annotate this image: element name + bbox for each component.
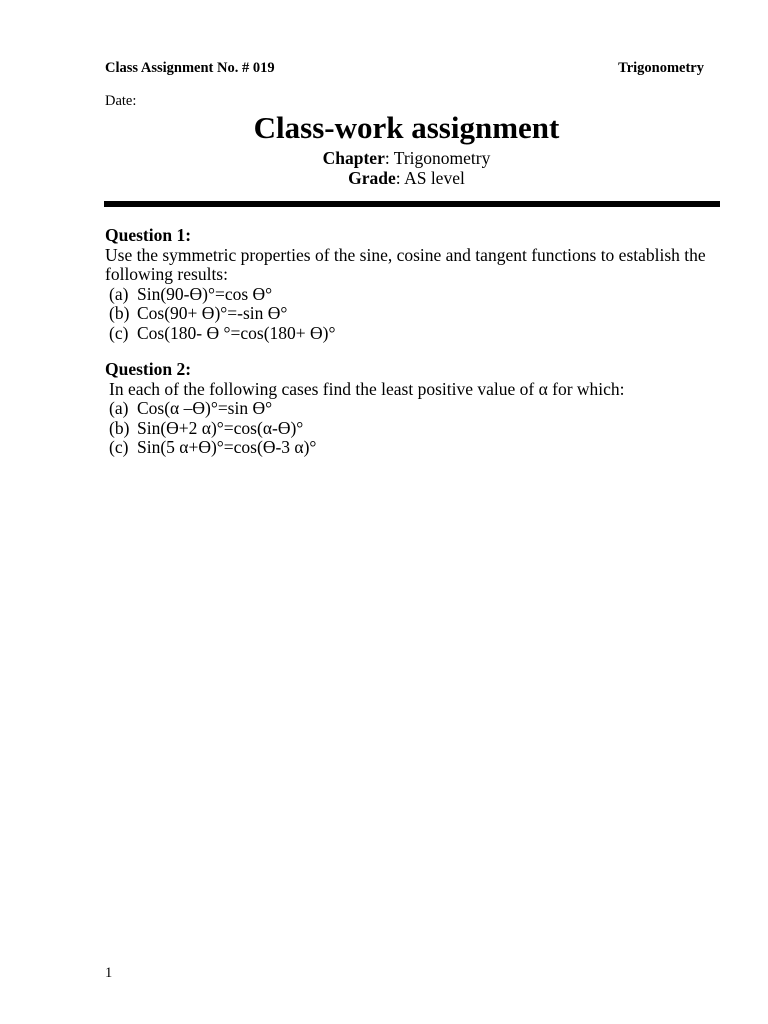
list-item <box>105 438 715 458</box>
item-label: (b) <box>109 417 130 438</box>
page-title: Class-work assignment <box>253 110 560 145</box>
page-number: 1 <box>105 965 113 981</box>
chapter-label: Chapter <box>322 148 385 168</box>
list-item <box>105 304 715 324</box>
horizontal-rule <box>104 201 720 207</box>
item-label: (c) <box>109 437 129 457</box>
list-item <box>105 285 715 305</box>
title-block <box>105 108 708 188</box>
item-text: Cos(α –Ɵ)°=sin Ɵ° <box>137 398 273 418</box>
list-item <box>105 324 715 344</box>
item-text: Sin(90-Ɵ)°=cos Ɵ° <box>137 283 273 304</box>
grade-value: : AS level <box>395 168 465 188</box>
item-text: Sin(5 α+Ɵ)°=cos(Ɵ-3 α)° <box>137 437 317 457</box>
subject-label: Trigonometry <box>618 60 704 76</box>
item-text: Cos(90+ Ɵ)°=-sin Ɵ° <box>137 303 288 323</box>
item-label: (a) <box>109 283 129 304</box>
question-1 <box>105 226 715 343</box>
item-text: Cos(180- Ɵ °=cos(180+ Ɵ)° <box>137 322 336 343</box>
question-text: In each of the following cases find the least positive value of α for which: <box>109 378 625 399</box>
question-text: Use the symmetric properties of the sine, cosine and tangent functions to establish the following results: <box>105 244 706 284</box>
question-2 <box>105 360 715 458</box>
grade-label: Grade <box>348 168 396 188</box>
question-heading: Question 2: <box>105 359 192 379</box>
page-header <box>105 60 704 78</box>
question-items <box>105 399 715 458</box>
question-heading: Question 1: <box>105 225 192 245</box>
list-item <box>105 399 715 419</box>
grade-line <box>105 168 708 188</box>
list-item <box>105 419 715 439</box>
item-label: (a) <box>109 398 129 418</box>
assignment-number: Class Assignment No. # 019 <box>105 60 275 76</box>
item-label: (c) <box>109 322 129 343</box>
questions-section <box>105 226 715 458</box>
chapter-line <box>105 148 708 168</box>
chapter-value: : Trigonometry <box>384 148 491 168</box>
item-text: Sin(Ɵ+2 α)°=cos(α-Ɵ)° <box>137 417 304 438</box>
spacer <box>105 343 715 360</box>
date-label: Date: <box>105 93 137 109</box>
item-label: (b) <box>109 303 130 323</box>
question-items <box>105 285 715 344</box>
